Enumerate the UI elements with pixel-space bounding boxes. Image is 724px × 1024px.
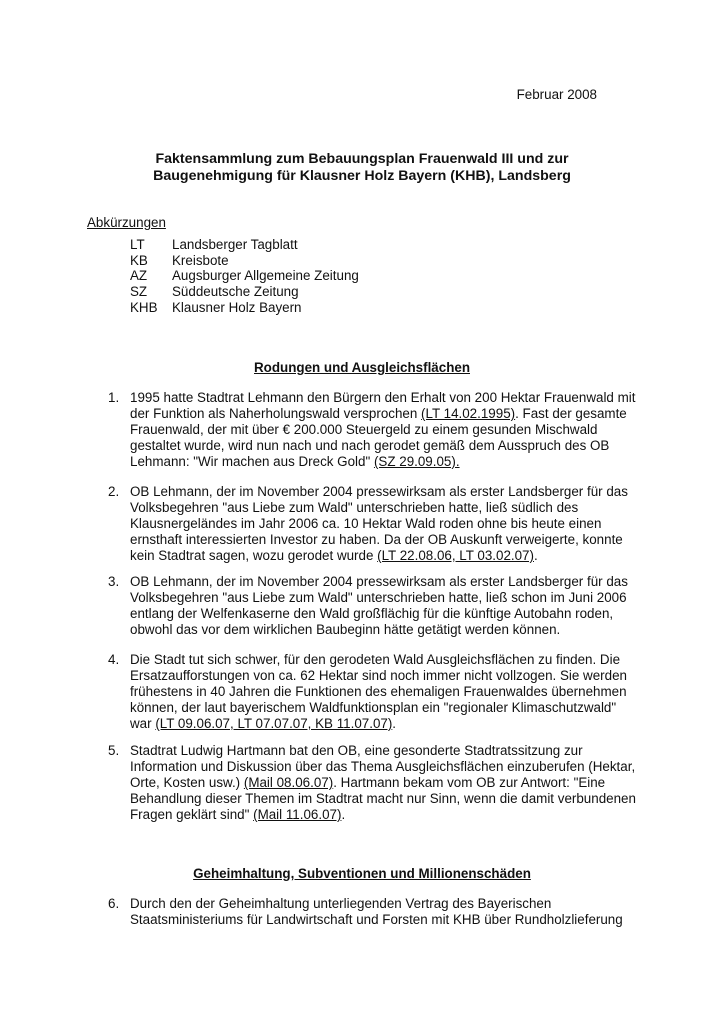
section-heading-geheimhaltung: Geheimhaltung, Subventionen und Millionenschäden: [193, 866, 531, 881]
abbreviation-row: [130, 237, 359, 253]
abbreviation-meaning: Augsburger Allgemeine Zeitung: [172, 268, 359, 284]
title-line-1: Faktensammlung zum Bebauungsplan Frauenwald III und zur: [155, 151, 569, 167]
item-text: [130, 484, 638, 564]
abbreviation-row: [130, 253, 359, 269]
list-item-6: [108, 896, 638, 928]
source-reference: (LT 22.08.06, LT 03.02.07): [377, 548, 534, 563]
abbreviation-code: LT: [130, 237, 145, 252]
abbreviation-row: [130, 268, 359, 284]
abbreviation-row: [130, 300, 359, 316]
abbreviation-code: AZ: [130, 268, 148, 284]
text-segment: .: [392, 716, 397, 731]
text-segment: . Hartmann bekam vom OB zur Antwort: "Eine Behandlung dieser Themen im Stadtrat macht nur Sinn, wenn die damit verbundenen Fragen geklärt sind": [130, 775, 636, 822]
text-segment: . Fast der gesamte Frauenwald, der mit über € 200.000 Steuergeld zu einem gesunden Mischwald gestaltet wurde, wird nun nach und nach gerodet gemäß dem Ausspruch des OB Lehmann: "Wir machen aus Dreck Gold": [130, 406, 627, 469]
source-reference: (SZ 29.09.05).: [373, 454, 460, 469]
section-heading-rodungen: Rodungen und Ausgleichsflächen: [254, 360, 470, 375]
text-segment: OB Lehmann, der im November 2004 pressewirksam als erster Landsberger für das Volksbegehren "aus Liebe zum Wald" unterschrieben hatte, ließ schon im Juni 2006 entlang der Welfenkaserne den Wald großflächig für die künftige Autobahn roden, obwohl das vor dem wirklichen Baubeginn hätte getätigt werden können.: [130, 574, 628, 637]
item-number: 4.: [108, 652, 120, 667]
list-item-3: [108, 574, 638, 638]
item-number: 2.: [108, 484, 120, 499]
abbreviation-code: KHB: [130, 299, 158, 315]
abbreviation-code: KB: [130, 252, 148, 268]
item-text: [130, 390, 638, 470]
item-text: [130, 896, 638, 928]
list-item-1: [108, 390, 638, 470]
list-item-5: [108, 743, 638, 823]
text-segment: Stadtrat Ludwig Hartmann bat den OB, eine gesonderte Stadtratssitzung zur Information und Diskussion über das Thema Ausgleichsflächen einzuberufen (Hektar, Orte, Kosten usw.): [130, 743, 636, 790]
text-segment: .: [341, 807, 346, 822]
item-text: [130, 743, 638, 823]
text-segment: Die Stadt tut sich schwer, für den gerodeten Wald Ausgleichsflächen zu finden. Die Ersatzaufforstungen von ca. 62 Hektar sind noch immer nicht vollzogen. Sie werden frühestens in 40 Jahren die Funktionen des ehemaligen Frauenwaldes übernehmen können, der laut bayerischem Waldfunktionsplan ein "regionaler Klimaschutzwald" war: [130, 652, 627, 731]
document-date: Februar 2008: [516, 87, 597, 102]
text-segment: OB Lehmann, der im November 2004 pressewirksam als erster Landsberger für das Volksbegehren "aus Liebe zum Wald" unterschrieben hatte, ließ südlich des Klausnergeländes im Jahr 2006 ca. 10 Hektar Wald roden ohne bis heute einen ernsthaft interessierten Investor zu haben. Da der OB Auskunft verweigerte, konnte kein Stadtrat sagen, wozu gerodet wurde: [130, 484, 628, 563]
abbreviation-code: SZ: [130, 284, 148, 300]
text-segment: .: [533, 548, 538, 563]
item-number: 3.: [108, 574, 120, 589]
text-segment: 1995 hatte Stadtrat Lehmann den Bürgern den Erhalt von 200 Hektar Frauenwald mit der Funktion als Naherholungswald versprochen: [130, 390, 636, 421]
list-item-2: [108, 484, 638, 564]
abbreviations-heading: Abkürzungen: [87, 215, 166, 230]
item-number: 6.: [108, 896, 120, 911]
item-number: 1.: [108, 390, 120, 405]
item-text: [130, 652, 638, 732]
abbreviation-meaning: Kreisbote: [172, 252, 229, 268]
text-segment: Durch den der Geheimhaltung unterliegenden Vertrag des Bayerischen Staatsministeriums für Landwirtschaft und Forsten mit KHB über Rundholzlieferung: [130, 896, 623, 927]
item-number: 5.: [108, 743, 120, 758]
item-text: [130, 574, 638, 638]
abbreviation-row: [130, 284, 359, 300]
title-line-2: Baugenehmigung für Klausner Holz Bayern (KHB), Landsberg: [153, 168, 571, 184]
source-reference: (Mail 08.06.07): [243, 775, 334, 790]
abbreviation-meaning: Landsberger Tagblatt: [172, 237, 298, 252]
abbreviation-meaning: Süddeutsche Zeitung: [172, 284, 299, 300]
list-item-4: [108, 652, 638, 732]
source-reference: (Mail 11.06.07): [253, 807, 342, 822]
document-title: [0, 151, 724, 185]
source-reference: (LT 09.06.07, LT 07.07.07, KB 11.07.07): [155, 716, 393, 731]
source-reference: (LT 14.02.1995): [421, 406, 516, 421]
abbreviations-list: [130, 237, 359, 315]
abbreviation-meaning: Klausner Holz Bayern: [172, 299, 302, 315]
